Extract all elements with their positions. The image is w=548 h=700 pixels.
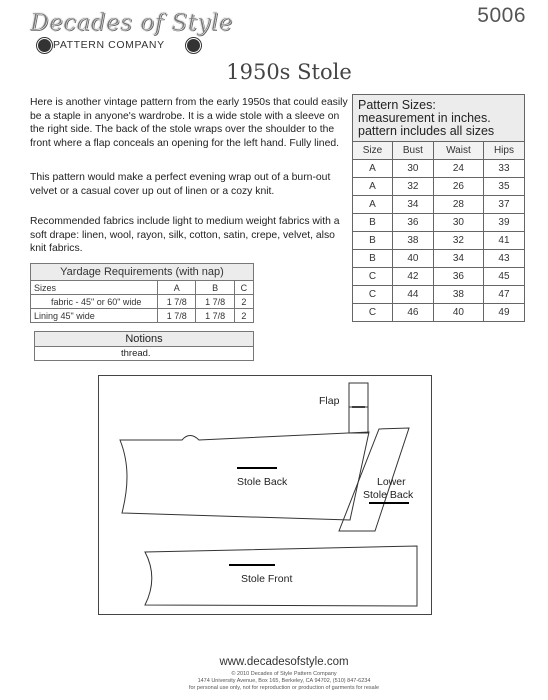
lower-stole-back-label: Lower — [377, 476, 406, 488]
table-row — [353, 232, 525, 250]
column-header: Waist — [433, 142, 483, 160]
caption-line: pattern includes all sizes — [358, 124, 495, 138]
table-cell: 49 — [483, 304, 524, 322]
description-paragraph: Here is another vintage pattern from the early 1950s that could easily be a staple in anyone's wardrobe. It is a wide stole with a sleeve on the right side. The back of the stole wraps over the shoulder to the front where a flap conceals an opening for the left hand. Fully lined. — [30, 97, 348, 149]
caption-line: measurement in inches. — [358, 111, 491, 125]
table-cell: 43 — [483, 250, 524, 268]
table-cell: C — [353, 304, 393, 322]
table-cell: 38 — [433, 286, 483, 304]
table-row — [353, 304, 525, 322]
description-paragraph: This pattern would make a perfect evening wrap out of a burn-out velvet or a casual cover up out of linen or a cozy knit. — [30, 172, 331, 197]
table-header-row — [353, 142, 525, 160]
table-cell: 40 — [392, 250, 433, 268]
table-cell: B — [353, 214, 393, 232]
lower-stole-back-label: Stole Back — [363, 489, 414, 501]
table-cell: 2 — [234, 295, 253, 309]
table-cell: 1 7/8 — [158, 295, 196, 309]
table-row — [353, 160, 525, 178]
table-cell: C — [353, 286, 393, 304]
table-cell: 32 — [392, 178, 433, 196]
table-cell: 45 — [483, 268, 524, 286]
usage-note: for personal use only, not for reproduction or production of garments for resale — [188, 685, 380, 691]
table-row — [353, 214, 525, 232]
table-cell: 26 — [433, 178, 483, 196]
caption-line: Pattern Sizes: — [358, 98, 436, 112]
table-cell: 2 — [234, 309, 253, 323]
table-cell: A — [353, 178, 393, 196]
table-row — [31, 309, 254, 323]
table-cell: A — [353, 196, 393, 214]
flap-label: Flap — [319, 395, 340, 407]
table-cell: 28 — [433, 196, 483, 214]
stole-front-label: Stole Front — [241, 573, 293, 585]
table-cell: 30 — [392, 160, 433, 178]
table-cell: fabric - 45" or 60" wide — [31, 295, 158, 309]
table-cell: 36 — [392, 214, 433, 232]
table-cell: 47 — [483, 286, 524, 304]
table-cell: 1 7/8 — [196, 295, 234, 309]
table-row — [353, 250, 525, 268]
table-cell: B — [353, 250, 393, 268]
table-cell: 33 — [483, 160, 524, 178]
table-cell: 30 — [433, 214, 483, 232]
table-cell: 36 — [433, 268, 483, 286]
table-cell: 34 — [433, 250, 483, 268]
table-row — [353, 178, 525, 196]
column-header: Hips — [483, 142, 524, 160]
column-header: A — [158, 281, 196, 295]
notions-value: thread. — [35, 347, 254, 361]
table-cell: C — [353, 268, 393, 286]
table-row — [31, 295, 254, 309]
table-row — [353, 196, 525, 214]
table-cell: Lining 45" wide — [31, 309, 158, 323]
copyright-line: © 2010 Decades of Style Pattern Company — [231, 671, 337, 677]
column-header: Size — [353, 142, 393, 160]
stole-back-label: Stole Back — [237, 476, 288, 488]
table-cell: 35 — [483, 178, 524, 196]
table-cell: 39 — [483, 214, 524, 232]
address-line: 1474 University Avenue, Box 165, Berkeley, CA 94702, (510) 847-6234 — [197, 678, 371, 684]
brand-logo-text: Decades of Style — [30, 10, 233, 36]
table-cell: 46 — [392, 304, 433, 322]
pattern-sizes-caption — [353, 95, 525, 142]
table-cell: 38 — [392, 232, 433, 250]
pattern-layout-diagram — [98, 375, 432, 615]
table-cell: A — [353, 160, 393, 178]
flap-piece — [349, 383, 368, 407]
table-cell: 40 — [433, 304, 483, 322]
table-cell: 41 — [483, 232, 524, 250]
column-header: C — [234, 281, 253, 295]
rose-icon — [37, 38, 52, 53]
description-paragraph: Recommended fabrics include light to medium weight fabrics with a soft drape: linen, wool, rayon, silk, cotton, satin, crepe, velvet, also knit fabrics. — [30, 216, 340, 255]
yardage-caption: Yardage Requirements (with nap) — [31, 264, 254, 281]
table-cell: 42 — [392, 268, 433, 286]
table-row — [353, 268, 525, 286]
table-cell: 44 — [392, 286, 433, 304]
column-header: B — [196, 281, 234, 295]
page-title: 1950s Stole — [226, 60, 352, 84]
rose-icon — [186, 38, 201, 53]
table-cell: 34 — [392, 196, 433, 214]
pattern-number: 5006 — [477, 4, 526, 27]
table-cell: 1 7/8 — [196, 309, 234, 323]
flap-piece — [349, 407, 368, 433]
yardage-table — [30, 263, 254, 323]
table-cell: 1 7/8 — [158, 309, 196, 323]
table-cell: 37 — [483, 196, 524, 214]
company-name: PATTERN COMPANY — [53, 39, 165, 51]
table-cell: B — [353, 232, 393, 250]
table-row — [353, 286, 525, 304]
website-url: www.decadesofstyle.com — [219, 656, 349, 668]
column-header: Bust — [392, 142, 433, 160]
notions-caption: Notions — [35, 332, 254, 347]
column-header: Sizes — [31, 281, 158, 295]
notions-table — [34, 331, 254, 361]
table-cell: 24 — [433, 160, 483, 178]
table-cell: 32 — [433, 232, 483, 250]
pattern-sizes-table — [352, 94, 525, 322]
table-header-row — [31, 281, 254, 295]
